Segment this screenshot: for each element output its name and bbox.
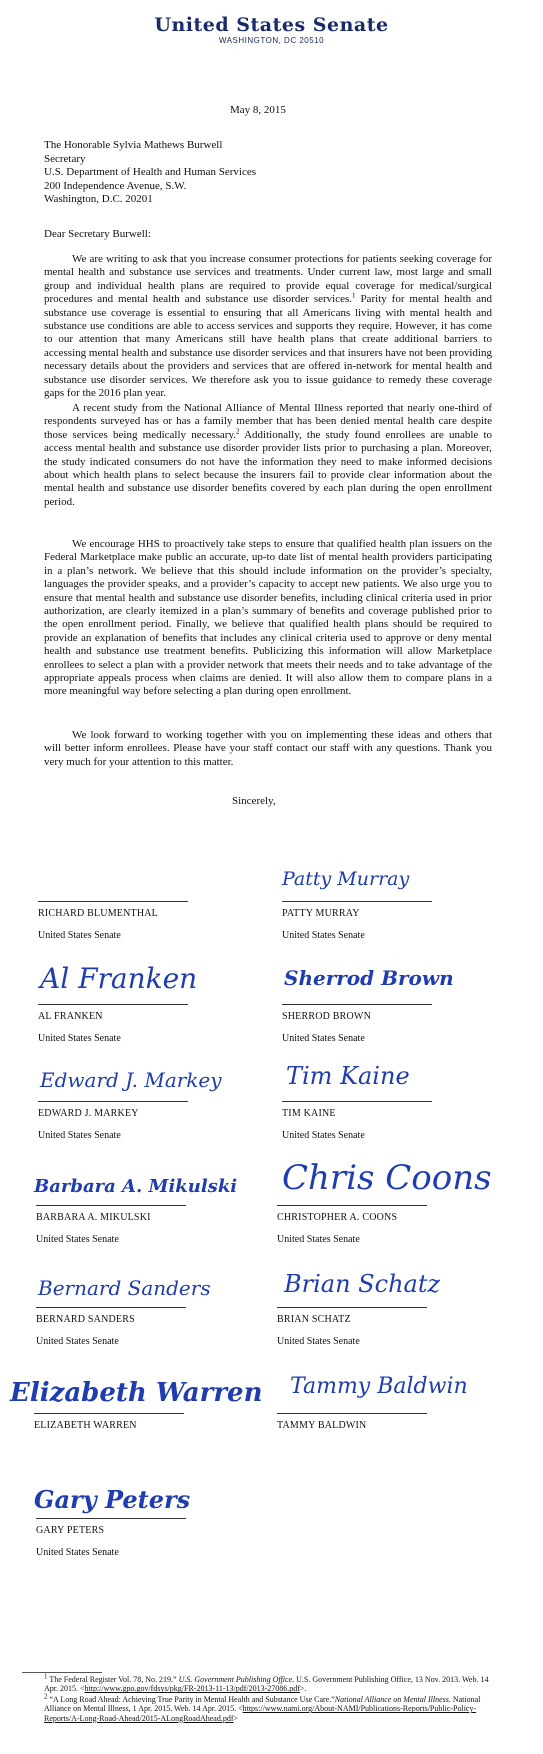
footnote-text: “A Long Road Ahead: Achieving True Parity in Mental Health and Substance Use Care.” (47, 1694, 335, 1704)
signature-line (36, 1518, 186, 1519)
body-paragraph-2 (44, 402, 492, 509)
footnote-text: > (233, 1713, 239, 1723)
signer-name: TAMMY BALDWIN (277, 1420, 367, 1431)
signer-title: United States Senate (38, 1033, 121, 1044)
footnote-text: >. (299, 1684, 307, 1694)
signer-title: United States Senate (282, 930, 365, 941)
signer-title: United States Senate (277, 1234, 360, 1245)
signer-title: United States Senate (282, 1033, 365, 1044)
paragraph-text: Additionally, the study found enrollees are unable to access mental health and substance use disorder provider lists prior to purchasing a plan. Moreover, the study indicated consumers do not have the information they need to make informed decisions about which health plans to select because the insurers fail to provide clear information about the mental health and substance use disorder benefits covered by each plan during the open enrollment period. (44, 428, 493, 508)
signer-name: CHRISTOPHER A. COONS (277, 1212, 398, 1223)
letterhead (0, 14, 543, 46)
recipient-line: The Honorable Sylvia Mathews Burwell (44, 139, 223, 151)
signer-title: United States Senate (38, 1130, 121, 1141)
recipient-line: U.S. Department of Health and Human Services (44, 166, 256, 179)
signer-block (36, 1518, 226, 1559)
signer-block (277, 1205, 467, 1246)
signer-name: BRIAN SCHATZ (277, 1314, 351, 1325)
signer-title: United States Senate (36, 1336, 119, 1347)
footnote-publisher: National Alliance on Mental Illness (334, 1694, 449, 1704)
footnote-link[interactable]: http://www.gpo.gov/fdsys/pkg/FR-2013-11-13/pdf/2013-27086.pdf (84, 1684, 300, 1694)
signer-title: United States Senate (282, 1130, 365, 1141)
signer-block (36, 1307, 226, 1348)
handwritten-signature: Patty Murray (282, 868, 410, 890)
signer-name: SHERROD BROWN (282, 1011, 371, 1022)
signer-name: ELIZABETH WARREN (34, 1420, 137, 1431)
handwritten-signature: Tammy Baldwin (290, 1374, 468, 1399)
footnote-publisher: U.S. Government Publishing Office (178, 1675, 293, 1684)
handwritten-signature: Barbara A. Mikulski (34, 1176, 238, 1197)
footnote-1 (44, 1672, 499, 1694)
footnote-link[interactable]: https://www.nami.org/About-NAMI/Publications-Reports/Public-Policy-Reports/A-Long-Road-Ahead/2015-ALongRoadAhead.pdf (44, 1704, 477, 1723)
signer-name: BARBARA A. MIKULSKI (36, 1212, 151, 1223)
letterhead-title: United States Senate (154, 14, 389, 36)
signer-block (38, 901, 228, 942)
signer-block (36, 1205, 226, 1246)
handwritten-signature: Edward J. Markey (40, 1068, 222, 1092)
signature-line (282, 1101, 432, 1102)
recipient-line: Washington, D.C. 20201 (44, 193, 153, 206)
recipient-address (44, 139, 256, 207)
paragraph-text: We are writing to ask that you increase consumer protections for patients seeking coverage for mental health and substance use services and treatments. Under current law, most large and small group and individual health plans are required to provide equal coverage for medical/surgical procedures and mental health and substance use disorder services. (44, 253, 492, 306)
signer-name: BERNARD SANDERS (36, 1314, 135, 1325)
recipient-line: 200 Independence Avenue, S.W. (44, 179, 187, 192)
recipient-line: Secretary (44, 152, 86, 165)
signature-line (34, 1413, 184, 1414)
handwritten-signature: Gary Peters (34, 1485, 191, 1514)
body-paragraph-4: We look forward to working together with you on implementing these ideas and others that will better inform enrollees. Please have your staff contact our staff with any questions. Thank you very much for your attention to this matter. (44, 729, 492, 768)
footnote-ref: 1 (352, 291, 356, 300)
signer-block (38, 1101, 228, 1142)
signer-name: PATTY MURRAY (282, 908, 360, 919)
closing: Sincerely, (232, 795, 276, 807)
letterhead-subtitle: WASHINGTON, DC 20510 (218, 36, 325, 45)
signer-title: United States Senate (36, 1234, 119, 1245)
body-paragraph-3: We encourage HHS to proactively take steps to ensure that qualified health plan issuers on the Federal Marketplace make public an accurate, up-to date list of mental health providers participating in a plan’s network. We believe that this should include information on the provider’s specialty, languages the provider speaks, and a provider’s capacity to accept new patients. We also urge you to ensure that mental health and substance use disorder benefits, including clinical criteria used in prior authorization, are clearly itemized in a plan’s summary of benefits and coverage published prior to the open enrollment period. Finally, we believe that qualified health plans should be required to provide an explanation of benefits that includes any clinical criteria used to approve or deny mental health and substance use treatment benefits. Publicizing this information will allow Marketplace enrollees to select a plan with a provider network that meets their needs and to take advantage of the appropriate appeals process when claims are denied. It will also allow them to compare plans in a more meaningful way before selecting a plan during open enrollment. (44, 538, 492, 698)
paragraph-text: A recent study from the National Alliance of Mental Illness reported that nearly one-third of respondents surveyed has or has a family member that has been denied mental health care despite those services being medically necessary. (44, 402, 492, 441)
signer-name: RICHARD BLUMENTHAL (38, 908, 158, 919)
signer-name: TIM KAINE (282, 1108, 336, 1119)
signer-name: GARY PETERS (36, 1525, 105, 1536)
body-paragraph-1 (44, 253, 492, 400)
signer-block (277, 1307, 467, 1348)
footnote-2 (44, 1692, 499, 1723)
handwritten-signature: Al Franken (40, 962, 198, 995)
signature-line (282, 1004, 432, 1005)
signature-line (277, 1307, 427, 1308)
footnote-ref: 2 (236, 427, 240, 436)
signer-block (282, 1101, 472, 1142)
handwritten-signature: Tim Kaine (286, 1062, 410, 1090)
letter-date: May 8, 2015 (230, 104, 286, 116)
signer-name: AL FRANKEN (38, 1011, 103, 1022)
handwritten-signature: Chris Coons (282, 1158, 492, 1198)
signature-line (36, 1205, 186, 1206)
footnote-number: 2 (44, 1692, 48, 1701)
signer-title: United States Senate (38, 930, 121, 941)
paragraph-text: Parity for mental health and substance use coverage is essential to ensuring that all Americans living with mental health and substance use conditions are able to access services and supports they require. However, it has come to our attention that many Americans still have health plans that create additional barriers to accessing mental health and substance use disorder services and that insurers have not been providing necessary details about the providers and services that are offered in-network for mental health and substance use disorder services. We therefore ask you to issue guidance to remedy these coverage gaps for the 2016 plan year. (44, 293, 492, 400)
signature-line (38, 1101, 188, 1102)
footnote-text: The Federal Register Vol. 78, No. 219.” (47, 1675, 179, 1684)
handwritten-signature: Brian Schatz (284, 1270, 441, 1298)
signer-title: United States Senate (277, 1336, 360, 1347)
signature-line (277, 1413, 427, 1414)
signer-name: EDWARD J. MARKEY (38, 1108, 139, 1119)
salutation: Dear Secretary Burwell: (44, 228, 151, 240)
signature-line (38, 901, 188, 902)
signer-block (277, 1413, 467, 1442)
signature-line (282, 901, 432, 902)
handwritten-signature: Bernard Sanders (38, 1276, 211, 1300)
signature-line (36, 1307, 186, 1308)
handwritten-signature: Elizabeth Warren (10, 1378, 263, 1408)
signer-block (38, 1004, 228, 1045)
signer-block (282, 1004, 472, 1045)
footnote-text: . National Alliance on Mental Illness, 1 Apr. 2015. Web. 14 Apr. 2015. < (44, 1694, 481, 1714)
footnote-text: . U.S. Government Publishing Office, 13 Nov. 2013. Web. 14 Apr. 2015. < (44, 1675, 489, 1694)
handwritten-signature: Sherrod Brown (284, 966, 454, 990)
signature-line (277, 1205, 427, 1206)
signer-title: United States Senate (36, 1547, 119, 1558)
signer-block (34, 1413, 224, 1442)
signature-line (38, 1004, 188, 1005)
footnotes (44, 1672, 499, 1724)
signer-block (282, 901, 472, 942)
footnote-divider (22, 1672, 102, 1673)
footnote-number: 1 (44, 1672, 48, 1681)
